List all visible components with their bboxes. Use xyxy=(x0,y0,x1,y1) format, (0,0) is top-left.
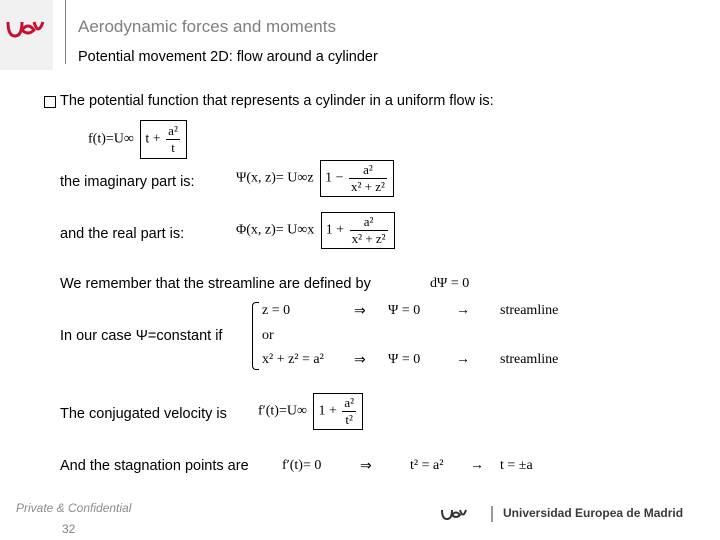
eq-f-lhs: f(t)=U∞ xyxy=(88,131,134,147)
case1-cond: z = 0 xyxy=(262,303,291,318)
equation-psi xyxy=(236,160,394,197)
our-case-text: In our case Ψ=constant if xyxy=(60,328,223,344)
eq-fprime-frac xyxy=(342,395,356,428)
eq-stag-tpm: t = ±a xyxy=(500,458,533,473)
imaginary-label: the imaginary part is: xyxy=(60,174,195,190)
eq-f-bracket xyxy=(140,120,186,159)
intro-text: The potential function that represents a cylinder in a uniform flow is: xyxy=(60,93,494,109)
eq-phi-den: x² + z² xyxy=(351,231,386,246)
case1-implies: ⇒ xyxy=(354,304,366,319)
case-brace xyxy=(252,302,259,370)
eq-f-den: t xyxy=(166,139,180,156)
streamline-definition-text: We remember that the streamline are defined by xyxy=(60,276,371,292)
eq-fprime-lhs: f′(t)=U∞ xyxy=(258,403,307,419)
eq-fprime-num: a² xyxy=(344,395,355,410)
equation-phi xyxy=(236,212,395,249)
case1-psi: Ψ = 0 xyxy=(388,303,421,318)
eq-phi-bracket xyxy=(321,212,395,249)
eq-fprime-bracket xyxy=(313,393,363,430)
case2-psi: Ψ = 0 xyxy=(388,352,421,367)
eq-phi-num: a² xyxy=(363,214,374,229)
case2-implies: ⇒ xyxy=(354,353,366,368)
case-or: or xyxy=(262,328,274,343)
university-name: Universidad Europea de Madrid xyxy=(503,506,684,520)
eq-stag-t2: t² = a² xyxy=(410,458,444,473)
eq-stag-arrow: → xyxy=(470,458,484,473)
eq-psi-bracket xyxy=(320,160,394,197)
case2-arrow: → xyxy=(456,352,470,367)
eq-psi-frac xyxy=(349,162,387,195)
eq-fprime-one: 1 + xyxy=(318,403,337,419)
eq-phi-one: 1 + xyxy=(325,222,345,238)
checkbox-bullet-icon xyxy=(44,96,56,108)
header-divider xyxy=(65,0,66,64)
ue-footer-logo-icon xyxy=(440,505,496,523)
eq-psi-one: 1 − xyxy=(325,170,344,186)
case2-cond: x² + z² = a² xyxy=(262,352,324,367)
eq-psi-num: a² xyxy=(363,162,373,177)
footer-confidential: Private & Confidential xyxy=(16,501,132,515)
equation-dpsi: dΨ = 0 xyxy=(430,276,470,291)
eq-stag-implies: ⇒ xyxy=(360,459,372,474)
eq-phi-lhs: Φ(x, z)= U∞x xyxy=(236,222,315,238)
real-label: and the real part is: xyxy=(60,226,185,242)
eq-fprime-den: t² xyxy=(342,411,356,428)
eq-f-t: t + xyxy=(145,131,161,147)
page-number: 32 xyxy=(62,522,76,536)
eq-stag-fprime: f′(t)= 0 xyxy=(282,458,322,473)
case1-streamline: streamline xyxy=(500,303,559,318)
eq-f-frac xyxy=(166,123,180,156)
eq-phi-frac xyxy=(350,214,388,247)
stagnation-text: And the stagnation points are xyxy=(60,458,249,474)
case1-arrow: → xyxy=(456,303,470,318)
page-subtitle: Potential movement 2D: flow around a cylinder xyxy=(78,49,378,65)
page-title: Aerodynamic forces and moments xyxy=(78,17,336,36)
conjugated-text: The conjugated velocity is xyxy=(60,406,227,422)
ue-logo-icon xyxy=(4,8,50,48)
eq-psi-lhs: Ψ(x, z)= U∞z xyxy=(236,170,314,186)
eq-psi-den: x² + z² xyxy=(350,179,385,194)
equation-fprime xyxy=(258,393,363,430)
case2-streamline: streamline xyxy=(500,352,559,367)
eq-f-num: a² xyxy=(168,123,178,138)
equation-potential xyxy=(88,120,187,159)
